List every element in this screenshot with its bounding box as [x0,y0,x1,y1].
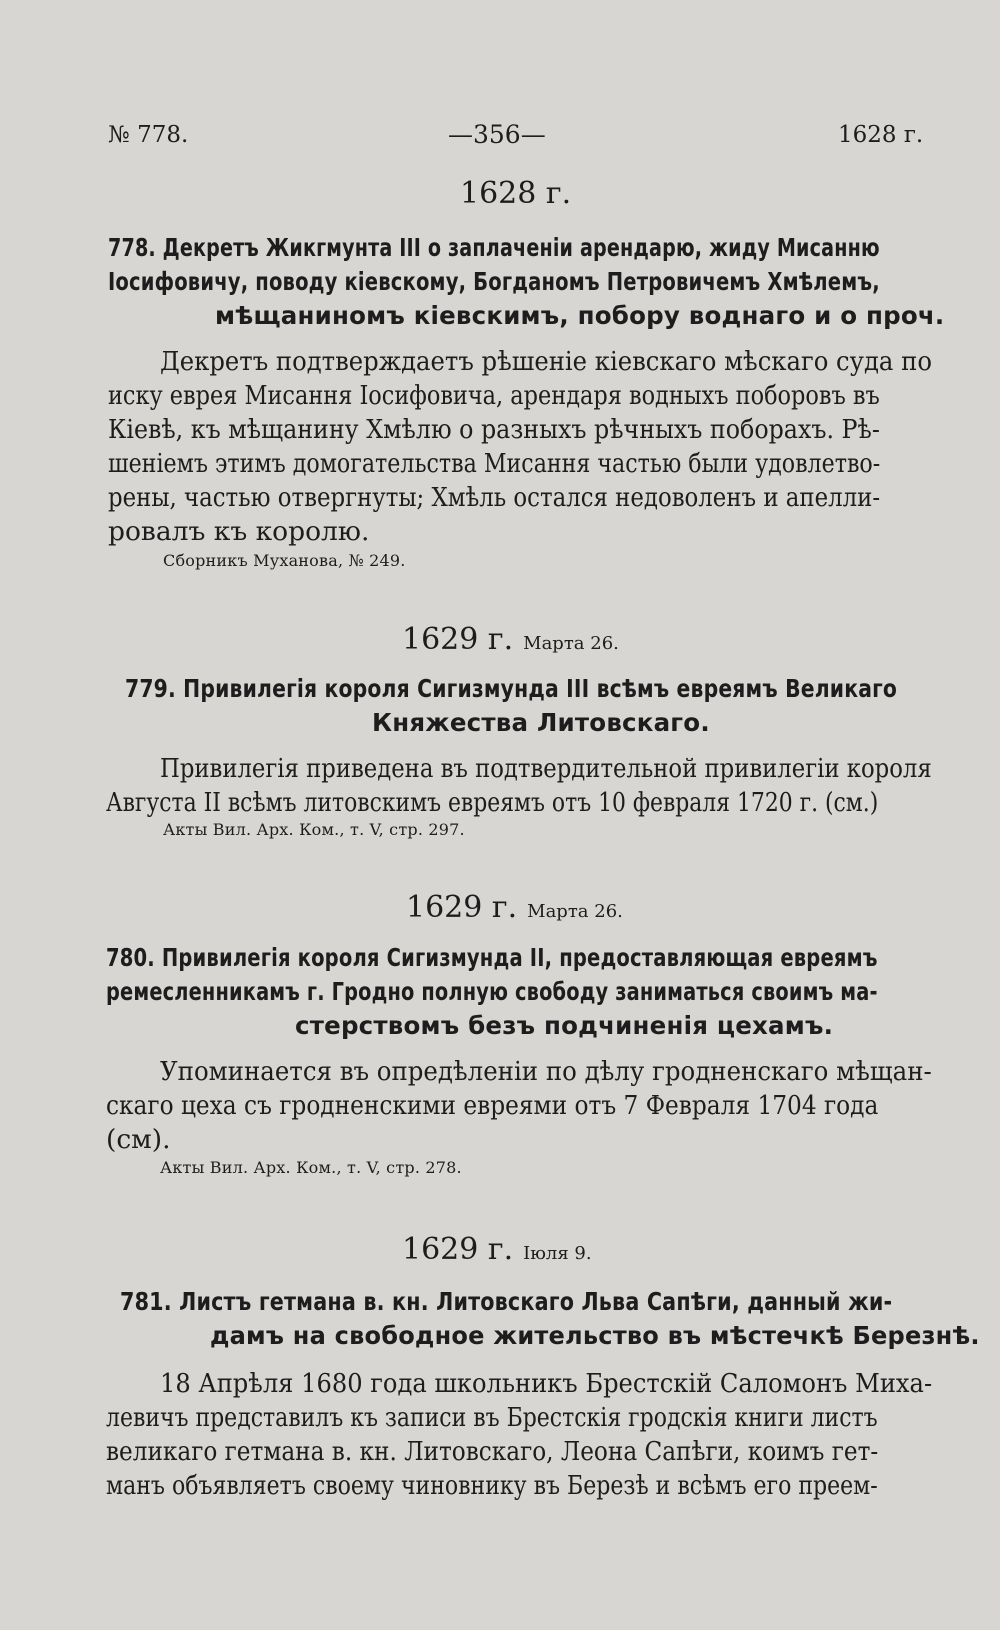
entry-780-date: Марта 26. [527,901,623,922]
entry-779-source: Акты Вил. Арх. Ком., т. V, стр. 297. [163,820,465,839]
entry-780-body-line: (см). [106,1124,171,1155]
entry-778-body-line: рены, частью отвергнуты; Хмѣль остался недоволенъ и апелли- [108,482,881,513]
entry-779-year: 1629 г. Марта 26. [402,622,619,657]
entry-780-heading-line: ремесленникамъ г. Гродно полную свободу заниматься своимъ ма- [106,977,878,1006]
entry-780-body-line: Упоминается въ опредѣленіи по дѣлу гродненскаго мѣщан- [160,1056,932,1087]
entry-779-body-line: Привилегія приведена въ подтвердительной привилегіи короля [160,753,932,784]
header-entry-number: № 778. [108,122,189,148]
entry-779-body-line: Августа II всѣмъ литовскимъ евреямъ отъ 10 февраля 1720 г. (см.) [106,787,879,818]
entry-779-heading-line: Княжества Литовскаго. [372,708,710,737]
entry-778-heading-line: 778. Декретъ Жикгмунта III о заплаченіи арендарю, жиду Мисанню [108,233,880,262]
entry-778-heading-line: мѣщаниномъ кіевскимъ, побору воднаго и о проч. [215,301,945,330]
entry-778-heading-line: Іосифовичу, поводу кіевскому, Богданомъ Петровичемъ Хмѣлемъ, [108,267,880,296]
entry-781-body-line: великаго гетмана в. кн. Литовскаго, Леона Сапѣги, коимъ гет- [106,1436,879,1467]
entry-781-body-line: 18 Апрѣля 1680 года школьникъ Брестскій Саломонъ Миха- [160,1368,933,1399]
entry-780-heading-line: 780. Привилегія короля Сигизмунда II, предоставляющая евреямъ [106,943,878,972]
entry-780-heading-line: стерствомъ безъ подчиненія цехамъ. [295,1011,834,1040]
entry-778-source: Сборникъ Муханова, № 249. [163,551,406,570]
entry-778-body-line: шеніемъ этимъ домогательства Мисання частью были удовлетво- [108,448,881,479]
header-page-number: —356— [448,120,546,149]
entry-781-heading-line: 781. Листъ гетмана в. кн. Литовскаго Льва Сапѣги, данный жи- [120,1287,893,1316]
entry-781-body-line: манъ объявляетъ своему чиновнику въ Березѣ и всѣмъ его преем- [106,1470,878,1501]
entry-778-body-line: Кіевѣ, къ мѣщанину Хмѣлю о разныхъ рѣчныхъ поборахъ. Рѣ- [108,414,880,445]
entry-780-source: Акты Вил. Арх. Ком., т. V, стр. 278. [160,1158,462,1177]
entry-778-body-line: ровалъ къ королю. [108,516,370,547]
entry-781-heading-line: дамъ на свободное жительство въ мѣстечкѣ Березнѣ. [210,1321,980,1350]
entry-779-heading-line: 779. Привилегія короля Сигизмунда III всѣмъ евреямъ Великаго [125,674,898,703]
entry-780-year: 1629 г. Марта 26. [406,890,623,925]
entry-781-date: Іюля 9. [523,1243,592,1264]
entry-778-body-line: иску еврея Мисання Іосифовича, арендаря водныхъ поборовъ въ [108,380,880,411]
entry-779-date: Марта 26. [523,633,619,654]
entry-781-year: 1629 г. Іюля 9. [402,1232,592,1267]
entry-780-body-line: скаго цеха съ гродненскими евреями отъ 7 Февраля 1704 года [106,1090,879,1121]
header-year: 1628 г. [838,122,924,148]
entry-778-year: 1628 г. [460,176,572,211]
entry-781-body-line: левичъ представилъ къ записи въ Брестскія гродскія книги листъ [106,1402,878,1433]
entry-778-body-line: Декретъ подтверждаетъ рѣшеніе кіевскаго мѣскаго суда по [160,346,932,377]
